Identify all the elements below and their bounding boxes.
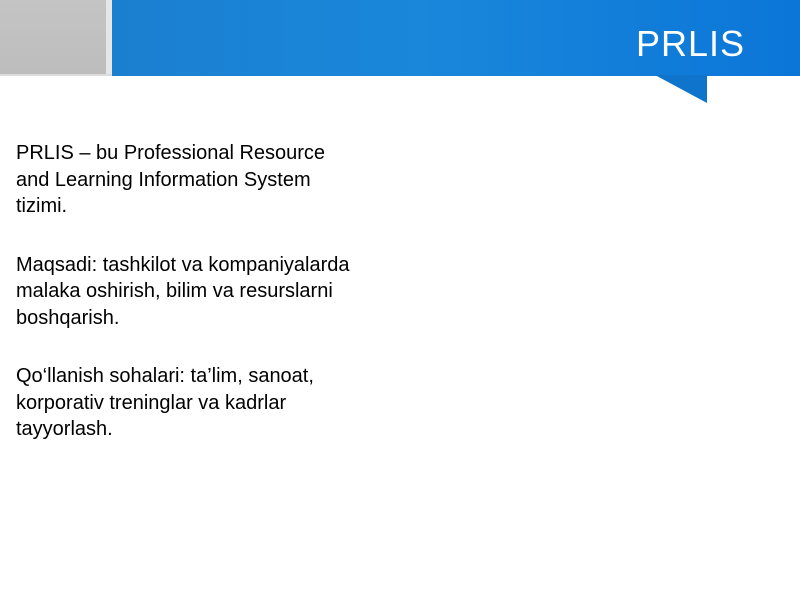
paragraph-line: boshqarish. [16, 306, 120, 329]
header-gray-shadow [0, 74, 112, 76]
paragraph-line: korporativ treninglar va kadrlar [16, 391, 287, 414]
paragraph-line: and Learning Information System [16, 168, 311, 191]
paragraph-line: Qo‘llanish sohalari: ta’lim, sanoat, [16, 365, 314, 387]
paragraph-line: Maqsadi: tashkilot va kompaniyalarda [16, 253, 350, 276]
paragraph-line: PRLIS – bu Professional Resource [16, 142, 326, 164]
paragraph-line: tizimi. [16, 195, 68, 217]
paragraph-line: malaka oshirish, bilim va resurslarni [16, 280, 333, 302]
paragraph-applications [16, 363, 406, 443]
header-gray-block [0, 0, 106, 74]
slide-content [16, 140, 406, 475]
paragraph-purpose [16, 252, 406, 332]
header-title: PRLIS [636, 23, 746, 64]
paragraph-definition [16, 140, 406, 220]
paragraph-line: tayyorlash. [16, 418, 113, 440]
header-blue-tab [655, 75, 707, 103]
